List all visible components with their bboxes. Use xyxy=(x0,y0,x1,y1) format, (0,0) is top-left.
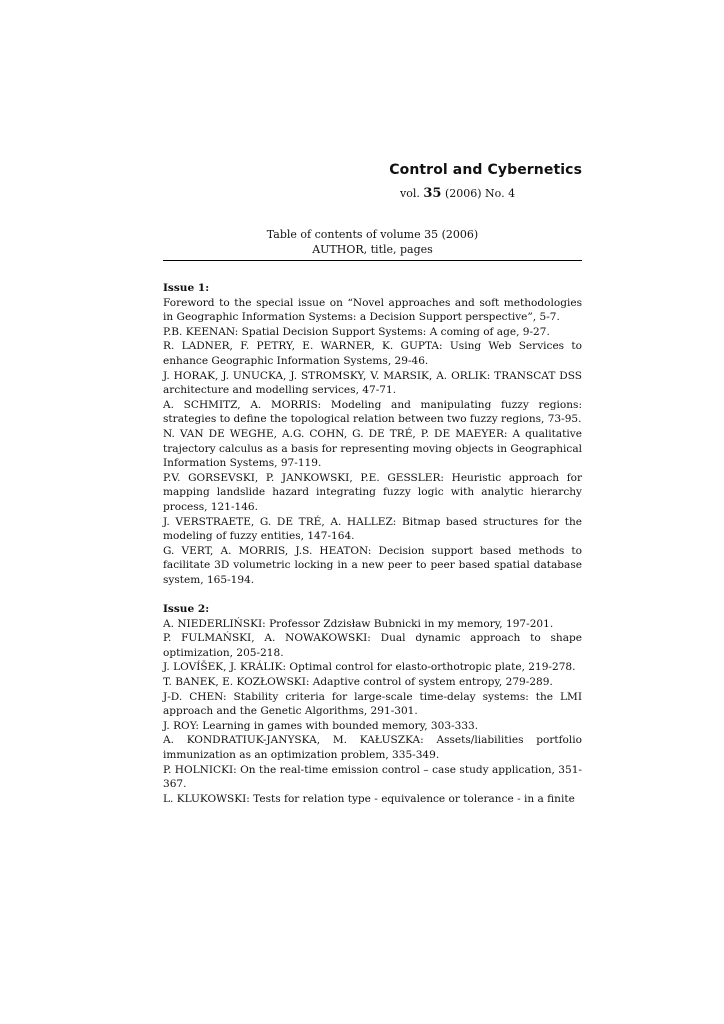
toc-entry: P. HOLNICKI: On the real-time emission control – case study application, 351-367. xyxy=(163,763,582,791)
toc-header xyxy=(163,228,582,257)
toc-entry: A. NIEDERLIŃSKI: Professor Zdzisław Bubnicki in my memory, 197-201. xyxy=(163,617,554,630)
toc-subtitle: AUTHOR, title, pages xyxy=(312,242,433,256)
issue-heading: Issue 1: xyxy=(163,282,210,294)
toc-entry: R. LADNER, F. PETRY, E. WARNER, K. GUPTA: Using Web Services to enhance Geographic Information Systems, 29-46. xyxy=(163,340,582,367)
toc-entry: Foreword to the special issue on “Novel approaches and soft methodologies in Geographic Information Systems: a Decision Support perspective”, 5-7. xyxy=(163,296,582,324)
toc-entry: A. SCHMITZ, A. MORRIS: Modeling and manipulating fuzzy regions: strategies to define the topological relation between two fuzzy regions, 73-95. xyxy=(163,398,582,426)
toc-entry: J. VERSTRAETE, G. DE TRÉ, A. HALLEZ: Bitmap based structures for the modeling of fuzzy entities, 147-164. xyxy=(163,515,582,543)
issue-2-block xyxy=(163,602,582,806)
toc-content xyxy=(163,281,582,806)
toc-entry: A. KONDRATIUK-JANYSKA, M. KAŁUSZKA: Assets/liabilities portfolio immunization as an optimization problem, 335-349. xyxy=(163,734,582,761)
toc-title: Table of contents of volume 35 (2006) xyxy=(266,228,479,241)
volume-number: 35 xyxy=(423,186,442,201)
issue-heading: Issue 2: xyxy=(163,603,210,616)
toc-entry: G. VERT, A. MORRIS, J.S. HEATON: Decision support based methods to facilitate 3D volumetric locking in a new peer to peer based spatial database system, 165-194. xyxy=(163,544,582,586)
toc-entry: J-D. CHEN: Stability criteria for large-scale time-delay systems: the LMI approach and the Genetic Algorithms, 291-301. xyxy=(163,690,582,718)
toc-entry: T. BANEK, E. KOZŁOWSKI: Adaptive control of system entropy, 279-289. xyxy=(163,676,553,689)
toc-entry: P. FULMAŃSKI, A. NOWAKOWSKI: Dual dynamic approach to shape optimization, 205-218. xyxy=(163,632,582,659)
volume-line xyxy=(400,186,515,202)
toc-entry: J. ROY: Learning in games with bounded memory, 303-333. xyxy=(163,719,479,732)
volume-issue-info: (2006) No. 4 xyxy=(444,187,516,200)
toc-entry: L. KLUKOWSKI: Tests for relation type - equivalence or tolerance - in a finite xyxy=(163,792,575,805)
toc-entry: N. VAN DE WEGHE, A.G. COHN, G. DE TRÉ, P. DE MAEYER: A qualitative trajectory calculus as a basis for representing moving objects in Geographical Information Systems, 97-119. xyxy=(163,427,582,470)
volume-prefix: vol. xyxy=(400,187,420,200)
header-rule xyxy=(163,260,582,261)
toc-entry: J. LOVÍŠEK, J. KRÁLIK: Optimal control for elasto-orthotropic plate, 219-278. xyxy=(163,661,576,674)
toc-entry: P.B. KEENAN: Spatial Decision Support Systems: A coming of age, 9-27. xyxy=(163,325,550,338)
toc-entry: P.V. GORSEVSKI, P. JANKOWSKI, P.E. GESSLER: Heuristic approach for mapping landslide hazard integrating fuzzy logic with analytic hierarchy process, 121-146. xyxy=(163,471,582,513)
issue-1-block xyxy=(163,281,582,587)
journal-title: Control and Cybernetics xyxy=(389,162,582,178)
toc-entry: J. HORAK, J. UNUCKA, J. STROMSKY, V. MARSIK, A. ORLIK: TRANSCAT DSS architecture and modelling services, 47-71. xyxy=(163,369,582,397)
